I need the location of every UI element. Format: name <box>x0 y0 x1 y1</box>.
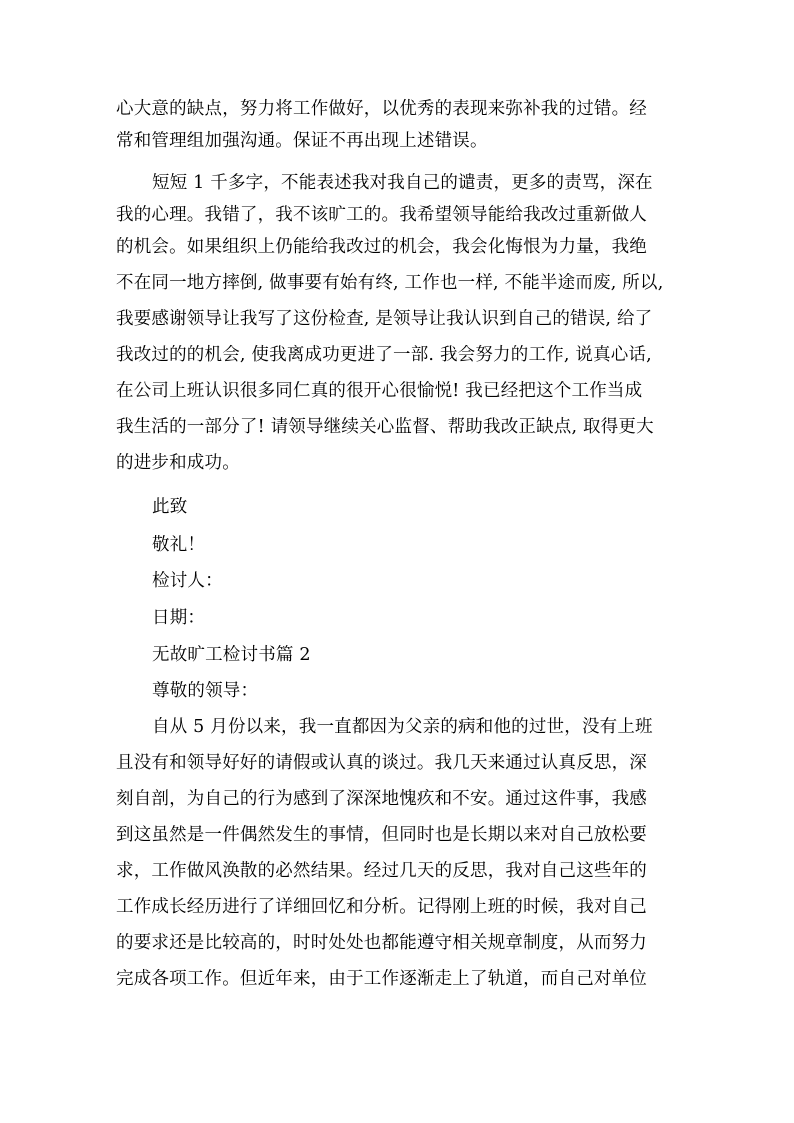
paragraph-2-line-6: 我改过的的机会, 使我离成功更进了一部. 我会努力的工作, 说真心话, <box>116 345 652 365</box>
paragraph-2-line-9: 的进步和成功。 <box>116 453 240 473</box>
paragraph-2-line-5: 我要感谢领导让我写了这份检查, 是领导让我认识到自己的错误, 给了 <box>116 309 653 329</box>
paragraph-2-line-7: 在公司上班认识很多同仁真的很开心很愉悦! 我已经把这个工作当成 <box>116 381 643 401</box>
paragraph-3-line-1: 自从 5 月份以来，我一直都因为父亲的病和他的过世，没有上班 <box>152 717 653 737</box>
greeting-text: 尊敬的领导： <box>152 681 259 701</box>
paragraph-2-line-2: 我的心理。我错了，我不该旷工的。我希望领导能给我改过重新做人 <box>116 205 647 225</box>
paragraph-2-line-4: 不在同一地方摔倒, 做事要有始有终, 工作也一样, 不能半途而废, 所以, <box>116 273 664 293</box>
closing-text: 此致 <box>152 497 188 517</box>
paragraph-2-line-1: 短短 1 千多字，不能表述我对我自己的谴责，更多的责骂，深在 <box>152 173 653 193</box>
reviewer-label: 检讨人： <box>152 571 223 591</box>
salute-text: 敬礼！ <box>152 535 206 555</box>
paragraph-3-line-7: 的要求还是比较高的，时时处处也都能遵守相关规章制度，从而努力 <box>116 933 647 953</box>
section-title: 无故旷工检讨书篇 2 <box>152 645 311 665</box>
paragraph-3-line-4: 到这虽然是一件偶然发生的事情，但同时也是长期以来对自己放松要 <box>116 825 647 845</box>
paragraph-3-line-6: 工作成长经历进行了详细回忆和分析。记得刚上班的时候，我对自己 <box>116 897 647 917</box>
paragraph-2-line-8: 我生活的一部分了! 请领导继续关心监督、帮助我改正缺点, 取得更大 <box>116 417 654 437</box>
paragraph-3-line-5: 求，工作做风涣散的必然结果。经过几天的反思，我对自己这些年的 <box>116 861 647 881</box>
paragraph-3-line-8: 完成各项工作。但近年来，由于工作逐渐走上了轨道，而自己对单位 <box>116 969 647 989</box>
date-label: 日期： <box>152 608 206 628</box>
paragraph-3-line-2: 且没有和领导好好的请假或认真的谈过。我几天来通过认真反思，深 <box>116 753 647 773</box>
paragraph-1-line-1: 心大意的缺点，努力将工作做好，以优秀的表现来弥补我的过错。经 <box>116 99 647 119</box>
paragraph-3-line-3: 刻自剖，为自己的行为感到了深深地愧疚和不安。通过这件事，我感 <box>116 789 647 809</box>
paragraph-1-line-2: 常和管理组加强沟通。保证不再出现上述错误。 <box>116 131 488 151</box>
paragraph-2-line-3: 的机会。如果组织上仍能给我改过的机会，我会化悔恨为力量，我绝 <box>116 237 647 257</box>
